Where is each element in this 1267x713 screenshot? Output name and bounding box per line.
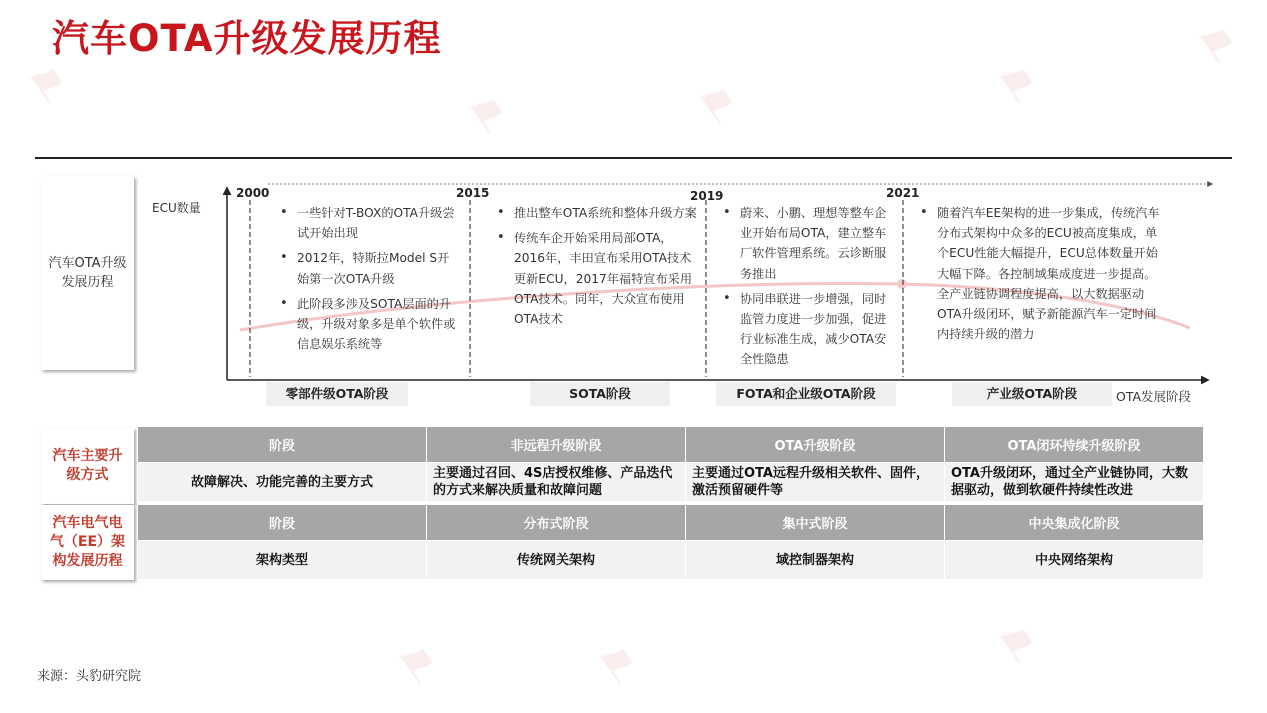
watermark: ⚑ bbox=[1188, 13, 1251, 78]
table-header-cell: OTA闭环持续升级阶段 bbox=[945, 427, 1204, 463]
table-header-cell: OTA升级阶段 bbox=[686, 427, 945, 463]
bullet-item: • 一些针对T-BOX的OTA升级尝试开始出现 bbox=[278, 203, 461, 243]
watermark: ⚑ bbox=[688, 73, 751, 138]
year-label: 2019 bbox=[690, 189, 724, 203]
watermark: ⚑ bbox=[18, 53, 81, 118]
watermark: ⚑ bbox=[988, 53, 1051, 118]
table-cell: 中央网络架构 bbox=[945, 541, 1204, 580]
stage-label: 零部件级OTA阶段 bbox=[266, 382, 408, 406]
source-note: 来源：头豹研究院 bbox=[37, 669, 142, 684]
year-label: 2021 bbox=[886, 186, 920, 200]
period-bullets bbox=[495, 203, 700, 334]
bullet-item: • 推出整车OTA系统和整体升级方案 bbox=[495, 203, 700, 223]
watermark: ⚑ bbox=[588, 633, 651, 698]
upgrade-side-label-text: 汽车主要升级方式 bbox=[52, 448, 123, 483]
table-cell: 域控制器架构 bbox=[686, 541, 945, 580]
table-cell: 传统网关架构 bbox=[427, 541, 686, 580]
ee-side-label bbox=[41, 505, 134, 580]
page-title: 汽车OTA升级发展历程 bbox=[52, 17, 442, 60]
stage-label: SOTA阶段 bbox=[530, 382, 670, 406]
year-label: 2000 bbox=[236, 186, 270, 200]
table-cell: 故障解决、功能完善的主要方式 bbox=[138, 463, 427, 502]
bullet-item: • 随着汽车EE架构的进一步集成，传统汽车分布式架构中众多的ECU被高度集成，单个ECU性能大幅提升，ECU总体数量开始大幅下降。各控制域集成度进一步提高。全产业链协调程度提高，以大数据驱动OTA升级闭环，赋予新能源汽车一定时间内持续升级的潜力 bbox=[918, 203, 1160, 344]
stage-label: FOTA和企业级OTA阶段 bbox=[716, 382, 896, 406]
ee-table bbox=[137, 504, 1204, 580]
bullet-item: • 蔚来、小鹏、理想等整车企业开始布局OTA，建立整车厂软件管理系统。云诊断服务推出 bbox=[721, 203, 896, 284]
upgrade-side-label bbox=[41, 428, 134, 504]
timeline-side-label-text: 汽车OTA升级发展历程 bbox=[48, 256, 127, 290]
year-label: 2015 bbox=[456, 186, 490, 200]
table-header-cell: 集中式阶段 bbox=[686, 505, 945, 541]
stage-label: 产业级OTA阶段 bbox=[952, 382, 1112, 406]
table-header-cell: 阶段 bbox=[138, 505, 427, 541]
table-cell: 主要通过OTA远程升级相关软件、固件，激活预留硬件等 bbox=[686, 463, 945, 502]
bullet-item: • 协同串联进一步增强，同时监管力度进一步加强，促进行业标准生成，减少OTA安全性隐患 bbox=[721, 289, 896, 370]
ee-side-label-text: 汽车电气电 气（EE）架 构发展历程 bbox=[49, 515, 126, 569]
table-header-cell: 分布式阶段 bbox=[427, 505, 686, 541]
table-header-row bbox=[138, 427, 1204, 463]
bullet-item: • 传统车企开始采用局部OTA，2016年，丰田宣布采用OTA技术更新ECU，2017年福特宣布采用OTA技术。同年，大众宣布使用OTA技术 bbox=[495, 228, 700, 329]
upgrade-table bbox=[137, 426, 1204, 502]
period-bullets bbox=[918, 203, 1160, 349]
table-row bbox=[138, 541, 1204, 580]
period-bullets bbox=[721, 203, 896, 375]
table-header-cell: 非远程升级阶段 bbox=[427, 427, 686, 463]
table-cell: 主要通过召回、4S店授权维修、产品迭代的方式来解决质量和故障问题 bbox=[427, 463, 686, 502]
table-row bbox=[138, 463, 1204, 502]
bullet-item: • 2012年，特斯拉Model S开始第一次OTA升级 bbox=[278, 248, 461, 288]
watermark: ⚑ bbox=[458, 83, 521, 148]
table-cell: 架构类型 bbox=[138, 541, 427, 580]
table-header-row bbox=[138, 505, 1204, 541]
y-axis-label: ECU数量 bbox=[152, 201, 201, 215]
watermark: ⚑ bbox=[988, 613, 1051, 678]
table-header-cell: 中央集成化阶段 bbox=[945, 505, 1204, 541]
watermark: ⚑ bbox=[388, 633, 451, 698]
bullet-item: • 此阶段多涉及SOTA层面的升级，升级对象多是单个软件或信息娱乐系统等 bbox=[278, 294, 461, 355]
x-axis-label: OTA发展阶段 bbox=[1116, 389, 1192, 404]
trend-point bbox=[897, 279, 907, 289]
period-bullets bbox=[278, 203, 461, 359]
table-header-cell: 阶段 bbox=[138, 427, 427, 463]
table-cell: OTA升级闭环，通过全产业链协同，大数据驱动，做到软硬件持续性改进 bbox=[945, 463, 1204, 502]
